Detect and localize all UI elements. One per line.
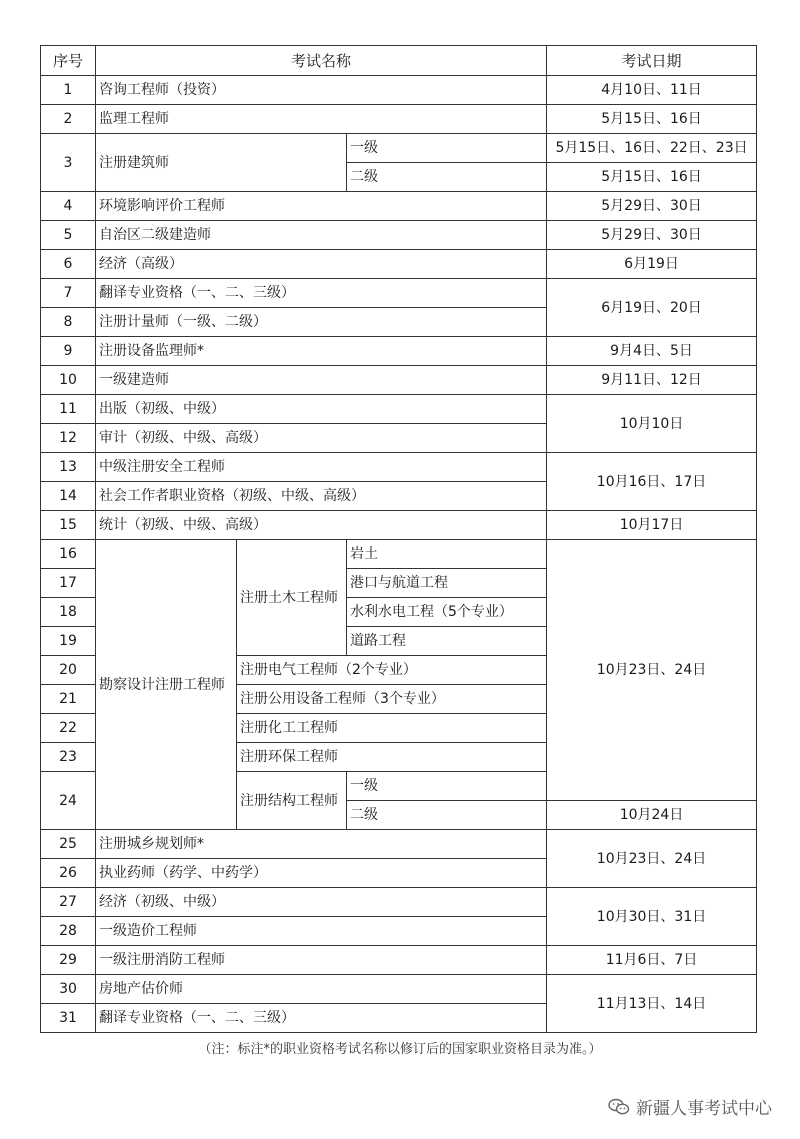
table-row	[41, 279, 757, 308]
exam-date: 11月6日、7日	[547, 946, 757, 975]
table-row	[41, 540, 757, 569]
exam-specialty: 岩土	[347, 540, 547, 569]
table-row	[41, 76, 757, 105]
row-number: 16	[41, 540, 96, 569]
exam-date: 4月10日、11日	[547, 76, 757, 105]
table-row	[41, 134, 757, 163]
exam-date: 10月24日	[547, 801, 757, 830]
header-num: 序号	[41, 46, 96, 76]
row-number: 20	[41, 656, 96, 685]
header-date: 考试日期	[547, 46, 757, 76]
row-number: 10	[41, 366, 96, 395]
exam-schedule-table	[40, 45, 757, 1033]
exam-date: 5月15日、16日	[547, 105, 757, 134]
exam-level: 二级	[347, 163, 547, 192]
exam-date: 10月10日	[547, 395, 757, 453]
row-number: 7	[41, 279, 96, 308]
row-number: 12	[41, 424, 96, 453]
table-header-row	[41, 46, 757, 76]
exam-name: 一级建造师	[96, 366, 547, 395]
row-number: 28	[41, 917, 96, 946]
row-number: 11	[41, 395, 96, 424]
exam-date: 6月19日、20日	[547, 279, 757, 337]
exam-category: 注册结构工程师	[237, 772, 347, 830]
exam-name: 注册计量师（一级、二级）	[96, 308, 547, 337]
exam-category: 注册化工工程师	[237, 714, 547, 743]
row-number: 26	[41, 859, 96, 888]
row-number: 3	[41, 134, 96, 192]
row-number: 4	[41, 192, 96, 221]
table-row	[41, 192, 757, 221]
row-number: 18	[41, 598, 96, 627]
exam-name: 统计（初级、中级、高级）	[96, 511, 547, 540]
row-number: 25	[41, 830, 96, 859]
row-number: 27	[41, 888, 96, 917]
row-number: 5	[41, 221, 96, 250]
exam-date: 9月4日、5日	[547, 337, 757, 366]
exam-name: 环境影响评价工程师	[96, 192, 547, 221]
exam-name: 出版（初级、中级）	[96, 395, 547, 424]
exam-specialty: 港口与航道工程	[347, 569, 547, 598]
table-row	[41, 105, 757, 134]
exam-name: 翻译专业资格（一、二、三级）	[96, 279, 547, 308]
table-row	[41, 511, 757, 540]
exam-date: 5月29日、30日	[547, 192, 757, 221]
exam-name: 经济（高级）	[96, 250, 547, 279]
exam-name: 监理工程师	[96, 105, 547, 134]
exam-name: 中级注册安全工程师	[96, 453, 547, 482]
exam-date: 11月13日、14日	[547, 975, 757, 1033]
row-number: 1	[41, 76, 96, 105]
exam-specialty: 水利水电工程（5个专业）	[347, 598, 547, 627]
table-row	[41, 395, 757, 424]
row-number: 31	[41, 1004, 96, 1033]
table-row	[41, 221, 757, 250]
exam-name: 社会工作者职业资格（初级、中级、高级）	[96, 482, 547, 511]
row-number: 23	[41, 743, 96, 772]
row-number: 17	[41, 569, 96, 598]
exam-date: 5月29日、30日	[547, 221, 757, 250]
exam-date: 10月23日、24日	[547, 830, 757, 888]
exam-name: 勘察设计注册工程师	[96, 540, 237, 830]
exam-name: 审计（初级、中级、高级）	[96, 424, 547, 453]
exam-name: 咨询工程师（投资）	[96, 76, 547, 105]
row-number: 15	[41, 511, 96, 540]
exam-name: 经济（初级、中级）	[96, 888, 547, 917]
row-number: 21	[41, 685, 96, 714]
exam-level: 二级	[347, 801, 547, 830]
exam-category: 注册土木工程师	[237, 540, 347, 656]
exam-level: 一级	[347, 134, 547, 163]
table-row	[41, 830, 757, 859]
row-number: 6	[41, 250, 96, 279]
row-number: 2	[41, 105, 96, 134]
exam-name: 自治区二级建造师	[96, 221, 547, 250]
exam-level: 一级	[347, 772, 547, 801]
exam-specialty: 道路工程	[347, 627, 547, 656]
row-number: 30	[41, 975, 96, 1004]
exam-name: 注册设备监理师*	[96, 337, 547, 366]
exam-date: 10月17日	[547, 511, 757, 540]
wechat-icon	[608, 1098, 630, 1116]
exam-date: 5月15日、16日	[547, 163, 757, 192]
watermark-text: 新疆人事考试中心	[636, 1099, 772, 1119]
exam-name: 翻译专业资格（一、二、三级）	[96, 1004, 547, 1033]
exam-date: 6月19日	[547, 250, 757, 279]
exam-date: 9月11日、12日	[547, 366, 757, 395]
row-number: 9	[41, 337, 96, 366]
row-number: 8	[41, 308, 96, 337]
exam-name: 房地产估价师	[96, 975, 547, 1004]
exam-date: 10月30日、31日	[547, 888, 757, 946]
exam-name: 注册建筑师	[96, 134, 347, 192]
exam-name: 一级造价工程师	[96, 917, 547, 946]
exam-date: 10月16日、17日	[547, 453, 757, 511]
exam-name: 注册城乡规划师*	[96, 830, 547, 859]
table-row	[41, 975, 757, 1004]
exam-category: 注册公用设备工程师（3个专业）	[237, 685, 547, 714]
row-number: 14	[41, 482, 96, 511]
exam-name: 执业药师（药学、中药学）	[96, 859, 547, 888]
row-number: 22	[41, 714, 96, 743]
table-row	[41, 250, 757, 279]
header-name: 考试名称	[96, 46, 547, 76]
exam-date: 10月23日、24日	[547, 540, 757, 801]
table-row	[41, 946, 757, 975]
table-row	[41, 453, 757, 482]
footnote: （注：标注*的职业资格考试名称以修订后的国家职业资格目录为准。）	[198, 1042, 602, 1057]
table-row	[41, 366, 757, 395]
table-row	[41, 888, 757, 917]
exam-category: 注册环保工程师	[237, 743, 547, 772]
row-number: 13	[41, 453, 96, 482]
watermark	[608, 1094, 772, 1119]
row-number: 24	[41, 772, 96, 830]
exam-name: 一级注册消防工程师	[96, 946, 547, 975]
row-number: 19	[41, 627, 96, 656]
exam-category: 注册电气工程师（2个专业）	[237, 656, 547, 685]
exam-date: 5月15日、16日、22日、23日	[547, 134, 757, 163]
row-number: 29	[41, 946, 96, 975]
table-row	[41, 337, 757, 366]
